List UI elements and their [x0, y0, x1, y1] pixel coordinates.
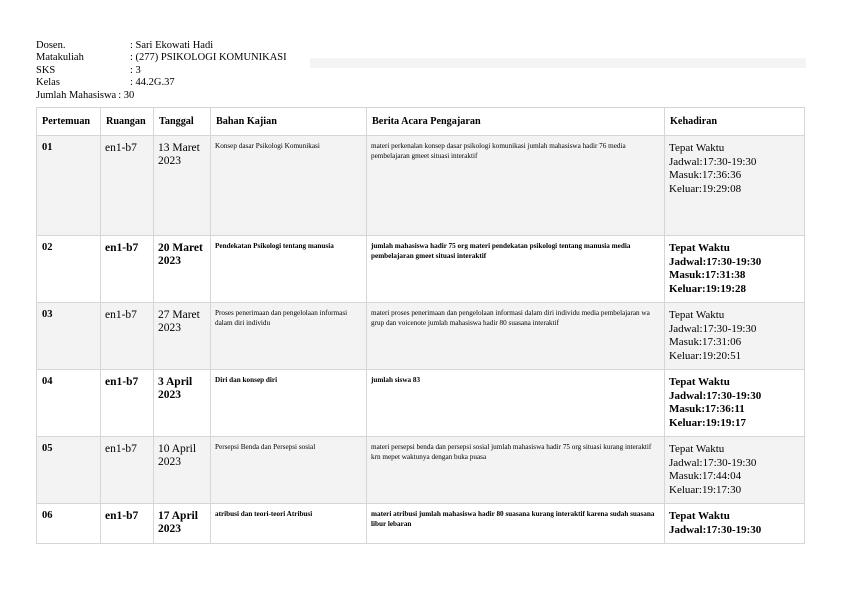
topic: Proses penerimaan dan pengelolaan informasi dalam diri individu — [211, 303, 367, 370]
table-row — [37, 303, 805, 370]
attendance-out: Keluar:19:20:51 — [669, 349, 742, 362]
attendance-out: Keluar:19:17:30 — [669, 483, 742, 496]
session-number: 05 — [37, 437, 101, 504]
table-row — [37, 136, 805, 236]
info-value: : 44.2G.37 — [130, 77, 175, 89]
table-row — [37, 504, 805, 544]
topic: atribusi dan teori-teori Atribusi — [211, 504, 367, 544]
info-row-jumlah-mahasiswa — [36, 90, 287, 102]
attendance-schedule: Jadwal:17:30-19:30 — [669, 523, 762, 536]
attendance-in: Masuk:17:36:11 — [669, 403, 745, 415]
session-number: 06 — [37, 504, 101, 544]
date: 20 Maret 2023 — [154, 236, 211, 303]
session-number: 03 — [37, 303, 101, 370]
info-value: : Sari Ekowati Hadi — [130, 40, 214, 51]
table-header-row — [37, 108, 805, 136]
attendance — [665, 303, 805, 370]
attendance-in: Masuk:17:31:38 — [669, 269, 746, 281]
info-row-kelas — [36, 77, 287, 89]
info-row-sks — [36, 65, 287, 77]
session-number: 02 — [37, 236, 101, 303]
attendance-out: Keluar:19:19:17 — [669, 416, 746, 429]
date: 27 Maret 2023 — [154, 303, 211, 370]
info-value: : 3 — [130, 64, 141, 76]
topic: Diri dan konsep diri — [211, 370, 367, 437]
info-label: Kelas — [36, 77, 60, 89]
info-label: SKS — [36, 64, 56, 76]
header-background-bar — [310, 58, 806, 68]
teaching-report: materi atribusi jumlah mahasiswa hadir 80 suasana kurang interaktif karena sudah suasana libur lebaran — [367, 504, 665, 544]
room: en1-b7 — [101, 504, 154, 544]
attendance-status: Tepat Waktu — [669, 376, 730, 388]
attendance-in: Masuk:17:44:04 — [669, 470, 742, 482]
date: 10 April 2023 — [154, 437, 211, 504]
table-row — [37, 236, 805, 303]
room: en1-b7 — [101, 236, 154, 303]
info-value: : 30 — [118, 89, 135, 101]
teaching-report: jumlah siswa 83 — [367, 370, 665, 437]
date: 3 April 2023 — [154, 370, 211, 437]
attendance-schedule: Jadwal:17:30-19:30 — [669, 322, 757, 335]
topic: Persepsi Benda dan Persepsi sosial — [211, 437, 367, 504]
column-header-bahan-kajian: Bahan Kajian — [211, 108, 367, 136]
attendance — [665, 504, 805, 544]
attendance-in: Masuk:17:36:36 — [669, 169, 742, 181]
topic: Konsep dasar Psikologi Komunikasi — [211, 136, 367, 236]
attendance-in: Masuk:17:31:06 — [669, 336, 742, 348]
attendance-schedule: Jadwal:17:30-19:30 — [669, 389, 762, 402]
attendance-status: Tepat Waktu — [669, 142, 725, 154]
info-label: Dosen. — [36, 40, 66, 51]
attendance-status: Tepat Waktu — [669, 242, 730, 254]
column-header-pertemuan: Pertemuan — [37, 108, 101, 136]
info-value: : (277) PSIKOLOGI KOMUNIKASI — [130, 52, 287, 64]
column-header-kehadiran: Kehadiran — [665, 108, 805, 136]
table-row — [37, 437, 805, 504]
attendance-status: Tepat Waktu — [669, 510, 730, 522]
attendance-schedule: Jadwal:17:30-19:30 — [669, 255, 762, 268]
attendance-out: Keluar:19:19:28 — [669, 282, 746, 295]
teaching-report: materi persepsi benda dan persepsi sosial jumlah mahasiswa hadir 75 org situasi kurang interaktif krn mepet waktunya dengan buka puasa — [367, 437, 665, 504]
teaching-report: materi perkenalan konsep dasar psikologi komunikasi jumlah mahasiswa hadir 76 media pembelajaran gmeet situasi interaktif — [367, 136, 665, 236]
topic: Pendekatan Psikologi tentang manusia — [211, 236, 367, 303]
table-row — [37, 370, 805, 437]
column-header-tanggal: Tanggal — [154, 108, 211, 136]
info-row-dosen — [36, 40, 287, 52]
room: en1-b7 — [101, 370, 154, 437]
attendance-status: Tepat Waktu — [669, 443, 725, 455]
attendance — [665, 437, 805, 504]
column-header-ruangan: Ruangan — [101, 108, 154, 136]
room: en1-b7 — [101, 303, 154, 370]
attendance — [665, 136, 805, 236]
info-row-matakuliah — [36, 52, 287, 64]
room: en1-b7 — [101, 136, 154, 236]
attendance-schedule: Jadwal:17:30-19:30 — [669, 456, 757, 469]
date: 13 Maret 2023 — [154, 136, 211, 236]
date: 17 April 2023 — [154, 504, 211, 544]
room: en1-b7 — [101, 437, 154, 504]
session-number: 01 — [37, 136, 101, 236]
attendance — [665, 370, 805, 437]
attendance-schedule: Jadwal:17:30-19:30 — [669, 155, 757, 168]
attendance-table — [36, 107, 805, 544]
attendance-out: Keluar:19:29:08 — [669, 182, 742, 195]
attendance — [665, 236, 805, 303]
info-label: Jumlah Mahasiswa — [36, 89, 117, 101]
teaching-report: materi proses penerimaan dan pengelolaan informasi dalam diri individu media pembelajaran wa grup dan voicenote jumlah mahasiswa hadir 80 suasana interaktif — [367, 303, 665, 370]
session-number: 04 — [37, 370, 101, 437]
info-label: Matakuliah — [36, 52, 84, 64]
column-header-berita-acara: Berita Acara Pengajaran — [367, 108, 665, 136]
course-info — [36, 40, 287, 102]
teaching-report: jumlah mahasiswa hadir 75 org materi pendekatan psikologi tentang manusia media pembelajaran gmeet situasi interaktif — [367, 236, 665, 303]
attendance-status: Tepat Waktu — [669, 309, 725, 321]
